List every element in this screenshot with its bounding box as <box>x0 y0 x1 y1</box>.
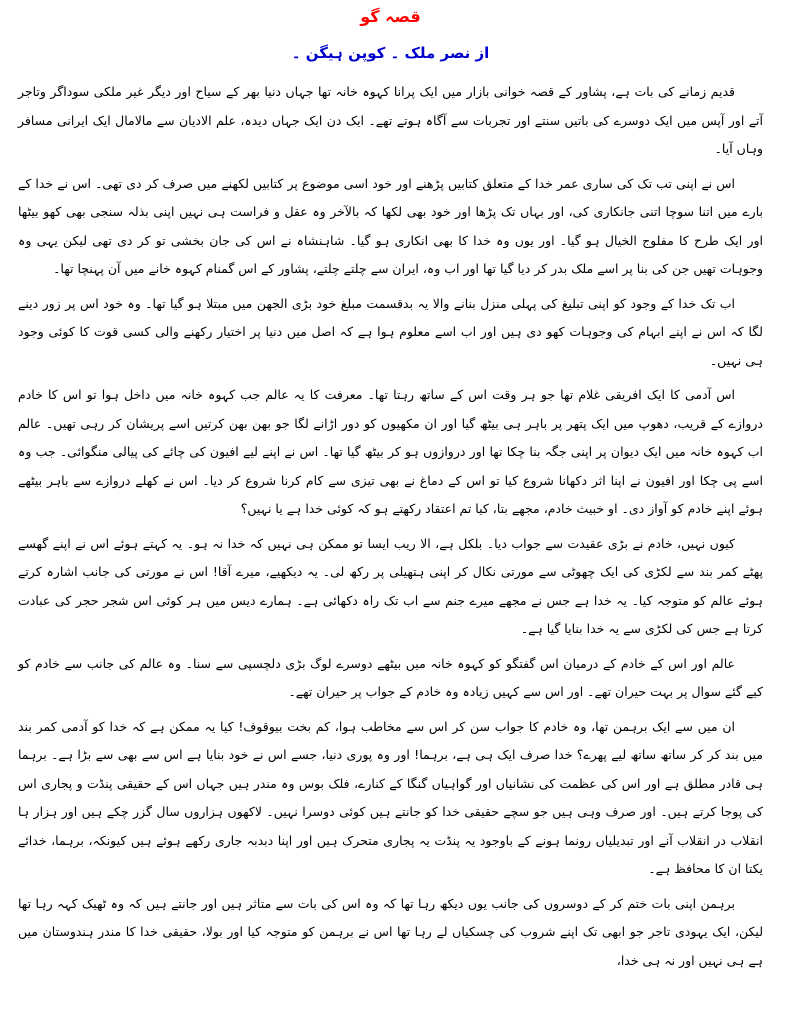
paragraph: قدیم زمانے کی بات ہے، پشاور کے قصہ خوانی بازار میں ایک پرانا کہوہ خانہ تھا جہاں دنیا بھر کے سیاح اور دیگر غیر ملکی سوداگر وتاجر آتے اور آپس میں ایک دوسرے کی باتیں سنتے اور تجربات سے آگاہ ہوتے تھے۔ ایک دن ایک جہاں دیدہ، علم الادیان سے مالامال ایک ایرانی مسافر وہاں آیا۔ <box>18 84 763 156</box>
paragraph: اب تک خدا کے وجود کو اپنی تبلیغ کی پہلی منزل بنانے والا یہ بدقسمت مبلغ خود بڑی الجھن میں مبتلا ہو گیا تھا۔ وہ خود اس پر زور دینے لگا کہ اس نے اپنے ابہام کی وجوہات کھو دی ہیں اور اب اسے معلوم ہوا ہے کہ اصل میں دنیا پر اختیار رکھنے والی کسی قوت کا کوئی وجود ہی نہیں۔ <box>18 295 763 368</box>
author-byline: از نصر ملک ۔ کوپن ہیگن ۔ <box>291 44 490 62</box>
paragraph: عالم اور اس کے خادم کے درمیان اس گفتگو کو کہوہ خانہ میں بیٹھے دوسرے لوگ بڑی دلچسپی سے سنا۔ وہ عالم کی جانب سے خادم کو کیے گئے سوال پر بہت حیران تھے۔ اور اس سے کہیں زیادہ وہ خادم کے جواب پر حیران تھے۔ <box>18 655 763 699</box>
paragraph: اس آدمی کا ایک افریقی غلام تھا جو ہر وقت اس کے ساتھ رہتا تھا۔ معرفت کا یہ عالم جب کہوہ خانہ میں داخل ہوا تو اس کا خادم دروازے کے قریب، دھوپ میں ایک پتھر پر باہر ہی بیٹھ گیا اور ان مکھیوں کو دور اڑانے لگا جو بھن بھن کرتیں اسے پریشان کر رہی تھیں۔ عالم اب کہوہ خانہ میں ایک دیوان پر اپنی جگہ بنا چکا تھا اور دروازوں ہو کر بیٹھ گیا تھا۔ اس نے اپنے لیے افیون کی چائے کی پیالی منگوائی۔ جب وہ اسے پی چکا اور افیون نے اپنا اثر دکھانا شروع کیا تو اس کے دماغ نے بھی تیزی سے کام کرنا شروع کر دیا۔ اس نے کھلے دروازے سے باہر بیٹھے ہوئے اپنے خادم کو آواز دی۔ او خبیث خادم، مجھے بتا، کیا تم اعتقاد رکھتے ہو کہ کوئی خدا ہے یا نہیں؟ <box>18 387 763 516</box>
paragraph: اس نے اپنی تب تک کی ساری عمر خدا کے متعلق کتابیں پڑھنے اور خود اسی موضوع پر کتابیں لکھنے میں صرف کر دی تھی۔ اس نے خدا کے بارے میں اتنا سوچا اتنی جانکاری کی، اور بہاں تک پڑھا اور خود بھی لکھا کہ بالآخر وہ عقل و فراست ہی نہیں اپنی بذلہ سنجی بھی کھو بیٹھا اور ایک طرح کا مفلوج الخیال ہو گیا۔ اور یوں وہ خدا کا بھی انکاری ہو گیا۔ شاہنشاہ نے اس کی جان بخشی تو کر دی تھی لیکن یہی وہ وجوہات تھیں جن کی بنا پر اسے ملک بدر کر دیا گیا تھا اور اب وہ، ایران سے چلتے چلتے، پشاور کے اس گمنام کہوہ خانے میں آن پہنچا تھا۔ <box>18 175 763 276</box>
paragraph: برہمن اپنی بات ختم کر کے دوسروں کی جانب یوں دیکھ رہا تھا کہ وہ اس کی بات سے متاثر ہیں اور جانتے ہیں کہ وہ ٹھیک کہہ رہا تھا لیکن، ایک یہودی تاجر جو ابھی تک اپنے شروب کی چسکیاں لے رہا تھا اس نے برہمن کو متوجہ کیا اور بولا، حقیقی خدا کا مندر ہندوستان میں ہے ہی نہیں اور نہ ہی خدا، <box>18 895 763 968</box>
paragraph: ان میں سے ایک برہمن تھا، وہ خادم کا جواب سن کر اس سے مخاطب ہوا، کم بخت بیوقوف! کیا یہ ممکن ہے کہ خدا کو آدمی کمر بند میں بند کر کر ساتھ ساتھ لیے پھرے؟ خدا صرف ایک ہی ہے، برہما! اور وہ پوری دنیا، جسے اس نے خود بنایا ہے اس سے بھی سے بڑا ہے۔ برہما ہی قادر مطلق ہے اور اس کی عظمت کی نشانیاں اور گواہیاں گنگا کے کنارے، فلک بوس وہ مندر ہیں جہاں اس کے حقیقی پنڈت و پجاری اس کی پوجا کرتے ہیں۔ اور صرف وہی ہیں جو سچے حقیقی خدا کو جانتے ہیں کوئی دوسرا نہیں۔ لاکھوں ہزاروں سال گزر چکے ہیں اور ہزار ہا انقلاب در انقلاب آنے اور تبدیلیاں رونما ہونے کے باوجود یہ پنڈت یہ پجاری متحرک ہیں اور اپنا دبدبہ جاری رکھے ہوئے ہیں کیونکہ، برہما، خدائے یکتا ان کا محافظ ہے۔ <box>18 718 763 876</box>
paragraph: کیوں نہیں، خادم نے بڑی عقیدت سے جواب دیا۔ بلکل ہے، الا ریب ایسا تو ممکن ہی نہیں کہ خدا نہ ہو۔ یہ کہتے ہوئے اس نے اپنے گھسے پھٹے کمر بند سے لکڑی کی ایک چھوٹی سے مورتی نکال کر اپنی ہتھیلی پر رکھ لی۔ یہ دیکھیے، میرے آقا! اس نے مورتی کی جانب اشارہ کرتے ہوئے عالم کو متوجہ کیا۔ یہ خدا ہے جس نے مجھے میرے جنم سے اب تک راہ دکھائی ہے۔ ہمارے دیس میں ہر کوئی اس شجر حجر کی عبادت کرتا ہے جس کی لکڑی سے یہ خدا بنایا گیا ہے۔ <box>18 535 763 636</box>
story-title: قصہ گو <box>360 7 421 26</box>
